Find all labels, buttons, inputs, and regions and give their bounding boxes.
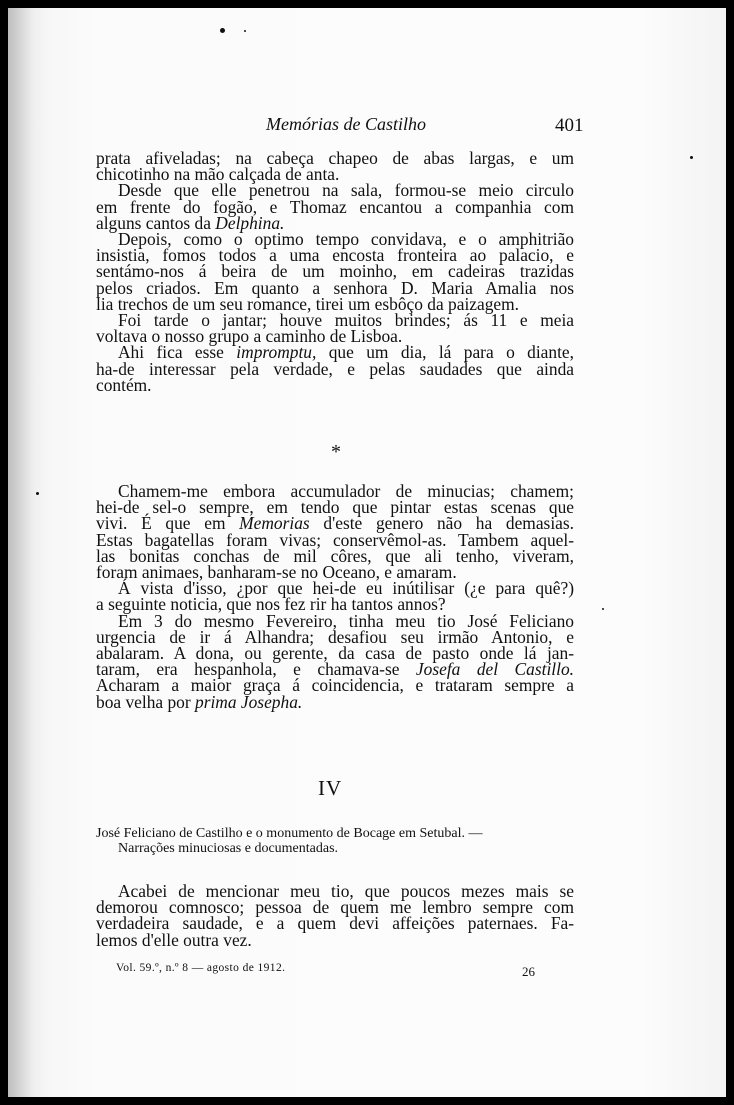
- text-block-1: [96, 150, 574, 393]
- chapter-summary-line-2: Narrações minuciosas e documentadas.: [118, 841, 339, 856]
- text-line: Acabei de mencionar meu tio, que poucos mezes mais se: [118, 881, 574, 901]
- text-line: sentámo-nos á beira de um moinho, em cadeiras trazidas: [96, 261, 574, 282]
- text-line: Chamem-me embora accumulador de minucias; chamem;: [118, 481, 574, 501]
- text-line: chicotinho na mão calçada de anta.: [96, 164, 340, 185]
- printer-signature: 26: [522, 964, 535, 979]
- margin-shadow: [8, 8, 48, 1097]
- text-line: ha-de interessar pela verdade, e pelas saudades que ainda: [96, 358, 574, 379]
- section-separator: *: [331, 441, 341, 463]
- paragraph: [96, 310, 574, 347]
- ink-speck: [690, 156, 693, 159]
- text-line: taram, era hespanhola, e chamava-se Josefa del Castillo.: [96, 659, 574, 680]
- paragraph: [96, 610, 574, 712]
- text-line: Acharam a maior graça á coincidencia, e trataram sempre a: [96, 675, 574, 696]
- text-line: urgencia de ir á Alhandra; desafiou seu irmão Antonio, e: [96, 626, 574, 647]
- text-line: abalaram. A dona, ou gerente, da casa de pasto onde lá jan-: [96, 643, 574, 664]
- chapter-summary-line-1: José Feliciano de Castilho e o monumento de Bocage em Setubal. —: [96, 826, 483, 841]
- text-line: Depois, como o optimo tempo convidava, e o amphitrião: [118, 229, 574, 250]
- text-block-2: [96, 483, 574, 710]
- ink-speck: [36, 492, 39, 495]
- text-line: em frente do fogão, e Thomaz encantou a companhia com: [96, 196, 574, 217]
- text-line: alguns cantos da Delphina.: [96, 212, 285, 233]
- paragraph: [96, 344, 574, 393]
- text-line: verdadeira saudade, e a quem devi affeições paternaes. Fa-: [96, 913, 574, 934]
- text-line: prata afiveladas; na cabeça chapeo de abas largas, e um: [96, 148, 574, 168]
- text-line: insistia, fomos todos a uma encosta fronteira ao palacio, e: [96, 245, 574, 266]
- text-line: Foi tarde o jantar; houve muitos brindes; ás 11 e meia: [118, 310, 574, 331]
- ink-speck: [602, 608, 604, 610]
- text-line: a seguinte noticia, que nos fez rir ha tantos annos?: [96, 594, 446, 615]
- text-line: boa velha por prima Josepha.: [96, 691, 303, 712]
- text-line: lia trechos de um seu romance, tirei um esbôço da paizagem.: [96, 293, 520, 314]
- volume-footer: Vol. 59.º, n.º 8 — agosto de 1912.: [116, 962, 286, 974]
- paragraph: [96, 481, 574, 583]
- paragraph: [96, 578, 574, 615]
- text-line: Desde que elle penetrou na sala, formou-se meio circulo: [118, 180, 574, 201]
- text-line: pelos criados. Em quanto a senhora D. Maria Amalia nos: [96, 277, 574, 298]
- text-line: Ahi fica esse impromptu, que um dia, lá para o diante,: [118, 342, 574, 363]
- text-line: foram animaes, banharam-se no Oceano, e amaram.: [96, 562, 457, 583]
- page-number: 401: [555, 115, 584, 136]
- text-line: lemos d'elle outra vez.: [96, 929, 252, 950]
- text-line: voltava o nosso grupo a caminho de Lisboa.: [96, 326, 403, 347]
- text-line: Estas bagatellas foram vivas; conservêmol-as. Tambem aquel-: [96, 529, 574, 550]
- chapter-numeral: IV: [318, 776, 343, 800]
- text-line: hei-de sel-o sempre, em tendo que pintar estas scenas que: [96, 497, 574, 518]
- paragraph: [96, 148, 574, 185]
- text-line: Á vista d'isso, ¿por que hei-de eu inútilisar (¿e para quê?): [118, 578, 574, 599]
- paragraph: [96, 182, 574, 231]
- ink-speck: [220, 28, 225, 33]
- ink-speck: [244, 30, 246, 32]
- text-line: demorou comnosco; pessoa de quem me lembro sempre com: [96, 897, 574, 918]
- chapter-summary: [96, 826, 574, 856]
- paragraph: [96, 231, 574, 312]
- paragraph: [96, 883, 574, 948]
- text-line: vivi. É que em Memorias d'este genero não ha demasias.: [96, 513, 574, 534]
- text-block-3: [96, 883, 574, 948]
- text-line: contém.: [96, 374, 152, 395]
- text-line: Em 3 do mesmo Fevereiro, tinha meu tio José Feliciano: [118, 610, 574, 631]
- text-line: las bonitas conchas de mil côres, que ali tenho, viveram,: [96, 545, 574, 566]
- running-title: Memórias de Castilho: [266, 114, 426, 134]
